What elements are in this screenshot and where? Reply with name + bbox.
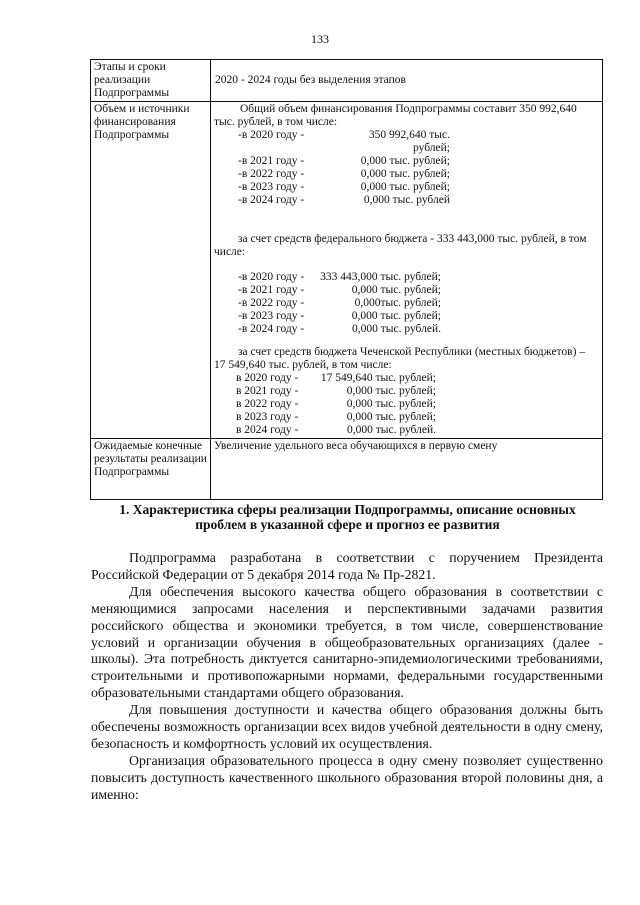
year-amount: 0,000 тыс. рублей; [351, 310, 441, 322]
year-amount: 350 992,640 тыс. рублей; [368, 129, 450, 154]
year-amount: 0,000 тыс. рублей. [352, 323, 441, 335]
year-amount: 0,000 тыс. рублей; [360, 181, 450, 193]
year-amount: 0,000 тыс. рублей; [360, 155, 450, 167]
year-amount: 0,000 тыс. рублей; [346, 411, 436, 423]
year-label: в 2024 году - [236, 424, 299, 436]
total-year-row [214, 181, 599, 194]
year-label: -в 2021 году - [238, 284, 305, 296]
year-amount: 0,000 тыс. рублей; [360, 168, 450, 180]
year-label: -в 2024 году - [238, 323, 305, 335]
regional-year-row [214, 424, 599, 437]
paragraph: Организация образовательного процесса в одну смену позволяет существенно повысить доступность качественного школьного образования второй половины дня, а именно: [91, 753, 603, 802]
regional-year-row [214, 411, 599, 424]
regional-budget-intro: за счет средств бюджета Чеченской Республики (местных бюджетов) – 17 549,640 тыс. рублей, в том числе: [214, 346, 586, 371]
year-label: -в 2022 году - [238, 297, 305, 309]
year-amount: 0,000 тыс. рублей; [351, 284, 441, 296]
year-amount: 0,000 тыс. рублей [363, 194, 450, 206]
federal-budget-intro: за счет средств федерального бюджета - 333 443,000 тыс. рублей, в том числе: [214, 233, 587, 258]
year-label: -в 2023 году - [238, 181, 305, 193]
year-label: в 2023 году - [236, 411, 299, 423]
total-year-row [214, 168, 599, 181]
section-title: 1. Характеристика сферы реализации Подпрограммы, описание основных проблем в указанной сфере и прогноз ее развития [119, 502, 576, 532]
total-year-row [214, 155, 599, 168]
year-label: -в 2020 году - [238, 271, 305, 283]
paragraph: Для повышения доступности и качества общего образования должны быть обеспечены возможность организации всех видов учебной деятельности в одну смену, безопасность и комфортность условий их осуществления. [91, 702, 603, 751]
federal-year-row [214, 310, 599, 323]
regional-year-row [214, 385, 599, 398]
year-amount: 333 443,000 тыс. рублей; [320, 271, 441, 283]
page-number: 133 [311, 32, 329, 46]
year-label: -в 2023 году - [238, 310, 305, 322]
paragraph: Для обеспечения высокого качества общего образования в соответствии с меняющимися запросами населения и перспективными задачами развития российского общества и экономики требуется, в том числе, совершенствование условий и организации обучения в общеобразовательных организациях (далее - школы). Эта потребность диктуется санитарно-эпидемиологическими требованиями, строительными и противопожарными нормами, федеральными государственными образовательными стандартами общего образования. [91, 584, 603, 700]
results-label: Ожидаемые конечные результаты реализации Подпрограммы [91, 439, 211, 500]
year-amount: 17 549,640 тыс. рублей; [320, 372, 436, 384]
regional-year-row [214, 398, 599, 411]
financing-label: Объем и источники финансирования Подпрограммы [91, 102, 211, 439]
year-label: в 2022 году - [236, 398, 299, 410]
section-body [91, 550, 603, 805]
passport-row-results [91, 439, 603, 500]
year-amount: 0,000 тыс. рублей; [346, 385, 436, 397]
total-year-row [214, 129, 599, 155]
subprogram-passport-table [90, 59, 603, 500]
regional-year-row [214, 372, 599, 385]
results-value: Увеличение удельного веса обучающихся в первую смену [211, 439, 603, 500]
federal-year-row [214, 323, 599, 336]
year-label: -в 2020 году - [238, 129, 305, 141]
federal-year-row [214, 284, 599, 297]
year-label: -в 2022 году - [238, 168, 305, 180]
federal-year-row [214, 271, 599, 284]
stages-label: Этапы и сроки реализации Подпрограммы [91, 60, 211, 102]
year-amount: 0,000тыс. рублей; [354, 297, 441, 309]
year-label: в 2020 году - [236, 372, 299, 384]
federal-year-row [214, 297, 599, 310]
total-year-row [214, 194, 599, 207]
year-label: в 2021 году - [236, 385, 299, 397]
total-financing-intro: Общий объем финансирования Подпрограммы составит 350 992,640 тыс. рублей, в том числе: [214, 103, 577, 128]
passport-row-stages [91, 60, 603, 102]
year-amount: 0,000 тыс. рублей. [347, 424, 436, 436]
year-amount: 0,000 тыс. рублей; [346, 398, 436, 410]
financing-value [211, 102, 603, 439]
year-label: -в 2021 году - [238, 155, 305, 167]
stages-value: 2020 - 2024 годы без выделения этапов [211, 60, 603, 102]
paragraph: Подпрограмма разработана в соответствии с поручением Президента Российской Федерации от 5 декабря 2014 года № Пр-2821. [91, 550, 603, 582]
year-label: -в 2024 году - [238, 194, 305, 206]
passport-row-financing [91, 102, 603, 439]
